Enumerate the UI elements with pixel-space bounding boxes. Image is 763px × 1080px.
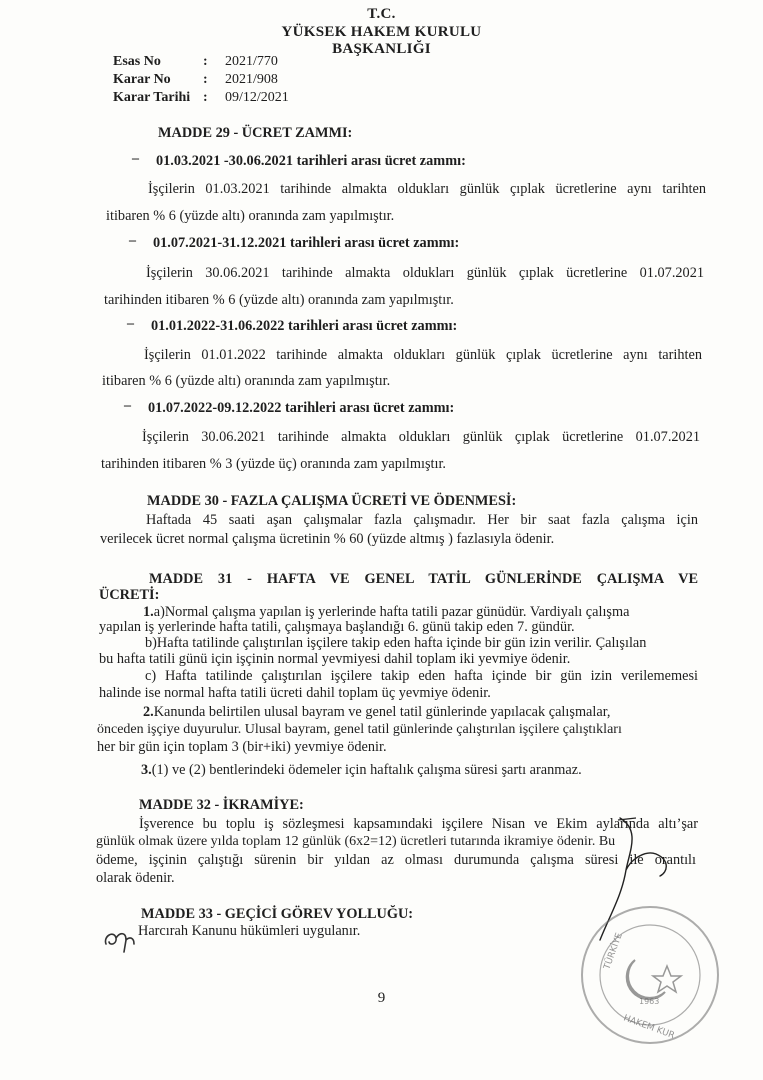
header-institution: YÜKSEK HAKEM KURULU [281,24,482,40]
para-number: 3. [141,762,152,778]
article-31-para-1b-line-1: b)Hafta tatilinde çalıştırılan işçilere takip eden hafta içinde bir gün izin verilir. Çalışılan [145,635,647,651]
article-29-item-2-line-1: İşçilerin 30.06.2021 tarihinde almakta oldukları günlük çıplak ücretlerine 01.07.2021 [146,265,704,281]
article-31-para-1b-line-2: bu hafta tatili günü için işçinin normal yevmiyesi dahil toplam iki yevmiye ödenir. [99,651,571,667]
article-29-item-2-line-2: tarihinden itibaren % 6 (yüzde altı) oranında zam yapılmıştır. [104,292,454,308]
decision-number-label: Karar No [113,72,171,87]
article-29-item-3-line-1: İşçilerin 01.01.2022 tarihinde almakta oldukları günlük çıplak ücretlerine aynı tarihten [144,347,702,363]
article-31-para-1c-line-2: halinde ise normal hafta tatili ücreti dahil toplam üç yevmiye ödenir. [99,685,491,701]
bullet-dash: – [132,151,139,166]
article-29-item-1-heading: 01.03.2021 -30.06.2021 tarihleri arası ücret zammı: [156,153,466,169]
page-number: 9 [377,990,386,1006]
article-31-title-line-1: MADDE 31 - HAFTA VE GENEL TATİL GÜNLERİNDE ÇALIŞMA VE [149,571,698,587]
article-29-item-4-line-1: İşçilerin 30.06.2021 tarihinde almakta oldukları günlük çıplak ücretlerine 01.07.2021 [142,429,700,445]
decision-date-row [113,89,289,107]
article-30-title: MADDE 30 - FAZLA ÇALIŞMA ÜCRETİ VE ÖDENMESİ: [147,493,517,509]
article-29-title: MADDE 29 - ÜCRET ZAMMI: [158,125,353,141]
case-number-label: Esas No [113,54,161,69]
article-31-para-2-line-3: her bir gün için toplam 3 (bir+iki) yevmiye ödenir. [97,739,387,755]
case-number-value: 2021/770 [225,54,278,69]
article-31-para-2-line-2: önceden işçiye duyurulur. Ulusal bayram, genel tatil günlerinde çalıştırılan işçilere çalıştıkları [97,722,622,737]
article-32-line-2: günlük olmak üzere yılda toplam 12 günlük (6x2=12) ücretleri tutarında ikramiye ödenir. Bu [96,834,616,849]
article-29-item-3-heading: 01.01.2022-31.06.2022 tarihleri arası ücret zammı: [151,318,458,334]
svg-text:TÜRKİYE: TÜRKİYE [602,931,625,972]
article-31-title-line-2: ÜCRETİ: [99,587,160,603]
article-29-item-4-line-2: tarihinden itibaren % 3 (yüzde üç) oranında zam yapılmıştır. [101,456,446,472]
para-number: 1. [143,604,154,620]
decision-date-label: Karar Tarihi [113,90,191,105]
article-31-para-1a-line-2: yapılan iş yerlerinde hafta tatili, çalışmaya başlandığı 6. günü takip eden 7. gündür. [99,619,575,635]
svg-text:1963: 1963 [639,997,660,1006]
article-32-line-3: ödeme, işçinin çalıştığı sürenin bir yıldan az olması durumunda çalışma süresi ile orantılı [96,852,696,868]
case-number-sep: : [203,54,208,69]
article-29-item-1-line-1: İşçilerin 01.03.2021 tarihinde almakta oldukları günlük çıplak ücretlerine aynı tarihten [148,181,706,197]
bullet-dash: – [129,233,136,248]
article-29-item-2-heading: 01.07.2021-31.12.2021 tarihleri arası ücret zammı: [153,235,460,251]
header-tc: T.C. [367,6,396,22]
article-31-para-3-line-1 [141,761,582,779]
article-31-para-1c-line-1: c) Hafta tatilinde çalıştırılan işçilere takip eden hafta içinde bir gün izin verilememesi [145,668,698,684]
decision-date-sep: : [203,90,208,105]
article-32-title: MADDE 32 - İKRAMİYE: [139,797,304,813]
paraph-signature [100,922,140,962]
article-31-para-2-line-1 [143,703,698,721]
article-33-title: MADDE 33 - GEÇİCİ GÖREV YOLLUĞU: [141,906,414,922]
article-29-item-1-line-2: itibaren % 6 (yüzde altı) oranında zam yapılmıştır. [106,208,395,224]
para-text: Kanunda belirtilen ulusal bayram ve genel tatil günlerinde yapılacak çalışmalar, [153,704,611,720]
decision-date-value: 09/12/2021 [225,90,289,105]
article-30-line-1: Haftada 45 saati aşan çalışmalar fazla çalışmadır. Her bir saat fazla çalışma için [146,512,698,528]
bullet-dash: – [127,316,134,331]
article-33-line-1: Harcırah Kanunu hükümleri uygulanır. [138,923,361,939]
decision-number-row [113,71,278,89]
decision-number-value: 2021/908 [225,72,278,87]
article-32-line-1: İşverence bu toplu iş sözleşmesi kapsamındaki işçilere Nisan ve Ekim aylarında altı’şar [139,816,698,832]
para-number: 2. [143,704,154,720]
article-29-item-3-line-2: itibaren % 6 (yüzde altı) oranında zam yapılmıştır. [102,373,391,389]
official-seal-stamp [575,900,725,1050]
case-number-row [113,53,278,71]
decision-number-sep: : [203,72,208,87]
para-text: (1) ve (2) bentlerindeki ödemeler için haftalık çalışma süresi şartı aranmaz. [151,762,582,778]
header-presidency: BAŞKANLIĞI [332,41,431,57]
article-30-line-2: verilecek ücret normal çalışma ücretinin % 60 (yüzde altmış ) fazlasıyla ödenir. [100,531,555,547]
svg-text:HAKEM KUR: HAKEM KUR [621,1013,676,1042]
article-29-item-4-heading: 01.07.2022-09.12.2022 tarihleri arası ücret zammı: [148,400,455,416]
article-32-line-4: olarak ödenir. [96,870,175,886]
bullet-dash: – [124,398,131,413]
para-text: a)Normal çalışma yapılan iş yerlerinde hafta tatili pazar günüdür. Vardiyalı çalışma [153,604,630,620]
